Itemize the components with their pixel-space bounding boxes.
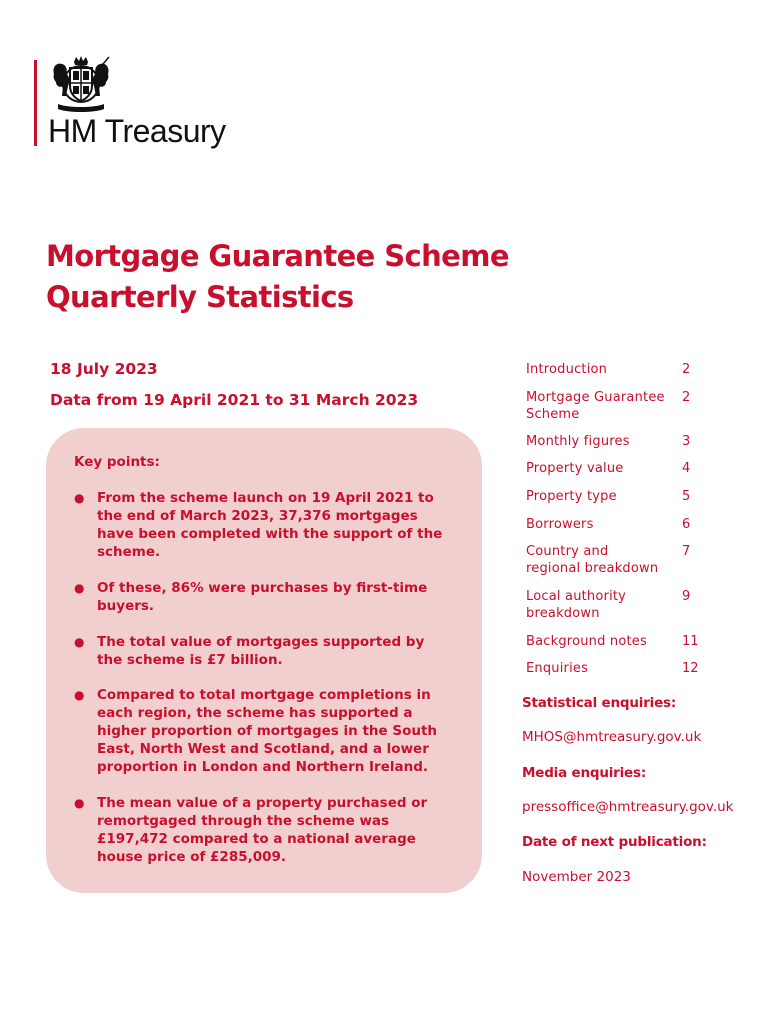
bullet-icon: ● [74, 796, 85, 810]
toc-item-label: Introduction [526, 362, 608, 377]
toc-item-label: Mortgage Guarantee Scheme [526, 390, 665, 422]
key-point [74, 686, 450, 776]
toc-item-page: 9 [682, 589, 691, 604]
toc-item-page: 11 [682, 634, 699, 649]
toc-item-label: Enquiries [526, 661, 589, 676]
toc-item-introduction[interactable] [526, 361, 716, 378]
key-point [74, 633, 450, 669]
toc-item-local-authority-breakdown[interactable] [526, 588, 716, 622]
org-name: HM Treasury [48, 113, 226, 149]
toc-item-label: Property type [526, 489, 617, 504]
toc-item-page: 4 [682, 461, 691, 476]
toc-item-label: Property value [526, 461, 624, 476]
key-point [74, 489, 450, 561]
key-point [74, 794, 450, 866]
bullet-icon: ● [74, 581, 85, 595]
toc-item-page: 5 [682, 489, 691, 504]
toc-item-page: 3 [682, 434, 691, 449]
media-enquiries-label: Media enquiries: [522, 765, 647, 781]
toc-item-property-value[interactable] [526, 460, 716, 477]
toc-item-page: 12 [682, 661, 699, 676]
key-point-text: The total value of mortgages supported by the scheme is £7 billion. [97, 634, 425, 668]
statistical-enquiries-label: Statistical enquiries: [522, 695, 677, 711]
toc-item-mortgage-guarantee-scheme[interactable] [526, 389, 716, 423]
logo-bar [34, 60, 37, 146]
toc-item-country-regional-breakdown[interactable] [526, 543, 716, 577]
toc-item-page: 2 [682, 390, 691, 405]
data-range: Data from 19 April 2021 to 31 March 2023 [50, 391, 419, 409]
toc-item-label: Country and regional breakdown [526, 544, 659, 576]
bullet-icon: ● [74, 635, 85, 649]
key-point-text: Compared to total mortgage completions in each region, the scheme has supported a higher proportion of mortgages in the South East, North West and Scotland, and a lower proportion in London and Northern Ireland. [97, 687, 438, 775]
toc-item-label: Monthly figures [526, 434, 630, 449]
toc-item-page: 2 [682, 362, 691, 377]
toc-item-property-type[interactable] [526, 488, 716, 505]
toc-item-monthly-figures[interactable] [526, 433, 716, 450]
title-line-1: Mortgage Guarantee Scheme [46, 239, 509, 273]
statistical-email-link[interactable]: MHOS@hmtreasury.gov.uk [522, 729, 702, 745]
key-point-text: Of these, 86% were purchases by first-time buyers. [97, 580, 428, 614]
royal-crest-icon [48, 56, 114, 114]
toc-item-page: 6 [682, 517, 691, 532]
toc-item-borrowers[interactable] [526, 516, 716, 533]
bullet-icon: ● [74, 491, 85, 505]
title-line-2: Quarterly Statistics [46, 280, 354, 314]
key-point-text: The mean value of a property purchased or remortgaged through the scheme was £197,472 compared to a national average house price of £285,009. [97, 795, 428, 865]
next-publication-date: November 2023 [522, 869, 631, 885]
toc-item-page: 7 [682, 544, 691, 559]
toc-item-label: Background notes [526, 634, 647, 649]
key-points-heading: Key points: [74, 454, 160, 470]
publication-date: 18 July 2023 [50, 360, 158, 378]
toc-item-background-notes[interactable] [526, 633, 716, 650]
media-email-link[interactable]: pressoffice@hmtreasury.gov.uk [522, 799, 734, 815]
next-publication-label: Date of next publication: [522, 834, 707, 850]
toc-item-label: Borrowers [526, 517, 594, 532]
page-title [46, 236, 516, 318]
key-points-box [46, 428, 482, 893]
bullet-icon: ● [74, 688, 85, 702]
toc-item-enquiries[interactable] [526, 660, 716, 677]
key-point [74, 579, 450, 615]
key-point-text: From the scheme launch on 19 April 2021 to the end of March 2023, 37,376 mortgages have been completed with the support of the scheme. [97, 490, 443, 560]
toc-item-label: Local authority breakdown [526, 589, 627, 621]
